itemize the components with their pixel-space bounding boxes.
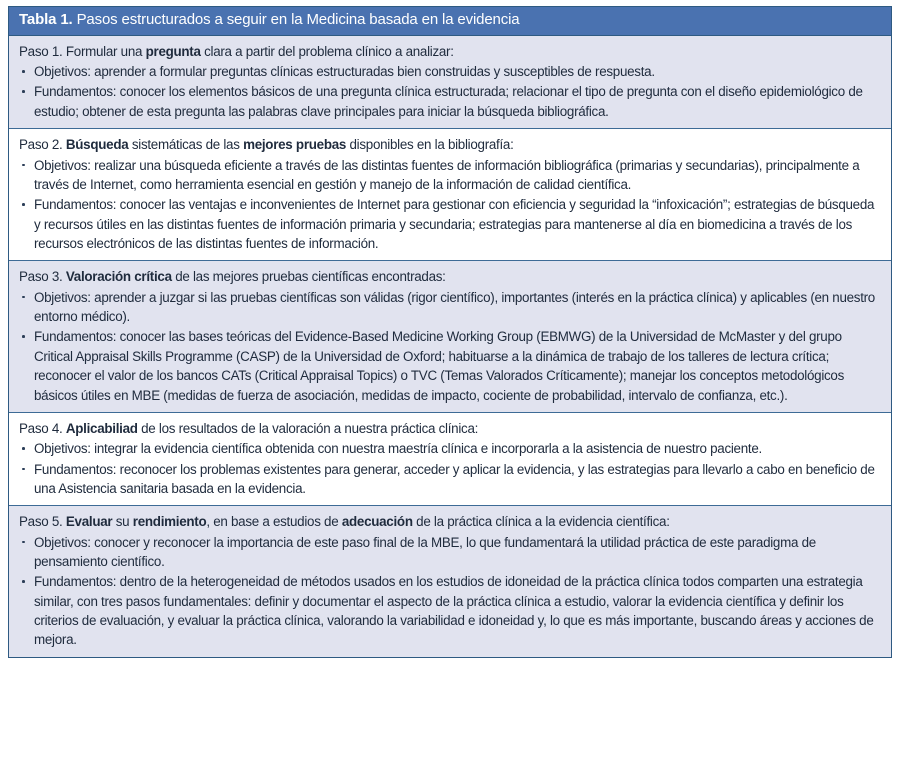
bullet-dot-icon xyxy=(22,335,25,338)
list-item xyxy=(19,327,881,404)
list-item-text: Objetivos: aprender a juzgar si las pruebas científicas son válidas (rigor científico), importantes (interés en la práctica clínica) y aplicables (en nuestro entorno médico). xyxy=(34,289,875,325)
list-item-text: Fundamentos: conocer las ventajas e inconvenientes de Internet para gestionar con eficiencia y seguridad la “infoxicación”; estrategias de búsqueda y recursos útiles en las distintas fuentes de información primaria y secundaria; estrategias para mantenerse al día en biomedicina a través de los recursos electrónicos de las distintas fuentes de información. xyxy=(34,197,875,251)
table-caption-bar xyxy=(8,6,892,36)
list-item xyxy=(19,82,881,121)
list-item xyxy=(19,572,881,649)
steps-table xyxy=(8,36,892,658)
list-item xyxy=(19,195,881,253)
list-item-text: Fundamentos: conocer las bases teóricas del Evidence-Based Medicine Working Group (EBMWG) de la Universidad de McMaster y del grupo Critical Appraisal Skills Programme (CASP) de la Universidad de Oxford; habituarse a la dinámica de trabajo de los talleres de lectura crítica; reconocer el valor de los bancos CATs (Critical Appraisal Topics) o TVC (Temas Valorados Críticamente); manejar los conceptos metodológicos básicos útiles en MBE (medidas de fuerza de asociación, medidas de impacto, cociente de probabilidad, intervalo de confianza, etc.). xyxy=(34,329,845,403)
step-detail-list xyxy=(19,156,881,254)
bullet-dot-icon xyxy=(22,541,25,544)
list-item-text: Objetivos: integrar la evidencia científica obtenida con nuestra maestría clínica e incorporarla a la asistencia de nuestro paciente. xyxy=(34,441,762,457)
step-heading: Paso 3. Valoración crítica de las mejores pruebas científicas encontradas: xyxy=(19,269,446,285)
step-heading: Paso 5. Evaluar su rendimiento, en base a estudios de adecuación de la práctica clínica a la evidencia científica: xyxy=(19,514,670,530)
table-row xyxy=(9,413,891,506)
bullet-dot-icon xyxy=(22,90,25,93)
step-detail-list xyxy=(19,439,881,498)
step-heading: Paso 4. Aplicabiliad de los resultados de la valoración a nuestra práctica clínica: xyxy=(19,420,479,436)
list-item xyxy=(19,62,881,81)
list-item-text: Objetivos: conocer y reconocer la importancia de este paso final de la MBE, lo que fundamentará la utilidad práctica de este paradigma de pensamiento científico. xyxy=(34,534,816,570)
table-row xyxy=(9,261,891,413)
list-item-text: Fundamentos: dentro de la heterogeneidad de métodos usados en los estudios de idoneidad de la práctica clínica todos comparten una estrategia similar, con tres pasos fundamentales: definir y documentar el aspecto de la práctica clínica a estudio, valorar la evidencia científica y definir los criterios de evaluación, y evaluar la práctica clínica, valorando la variabilidad e idoneidad y, lo que es más importante, buscando áreas y acciones de mejora. xyxy=(34,574,874,648)
bullet-dot-icon xyxy=(22,70,25,73)
list-item xyxy=(19,288,881,327)
step-heading: Paso 1. Formular una pregunta clara a partir del problema clínico a analizar: xyxy=(19,43,454,59)
list-item-text: Objetivos: aprender a formular preguntas clínicas estructuradas bien construidas y susceptibles de respuesta. xyxy=(34,64,655,80)
table-row xyxy=(9,506,891,657)
bullet-dot-icon xyxy=(22,164,25,167)
step-detail-list xyxy=(19,288,881,405)
step-heading: Paso 2. Búsqueda sistemáticas de las mejores pruebas disponibles en la bibliografía: xyxy=(19,137,514,153)
list-item-text: Fundamentos: reconocer los problemas existentes para generar, acceder y aplicar la evidencia, y las estrategias para llevarlo a cabo en beneficio de una Asistencia sanitaria basada en la evidencia. xyxy=(34,461,875,496)
list-item xyxy=(19,439,881,458)
table-row xyxy=(9,129,891,261)
list-item xyxy=(19,156,881,195)
bullet-dot-icon xyxy=(22,468,25,471)
step-detail-list xyxy=(19,62,881,121)
table-number-label: Tabla 1. xyxy=(19,11,73,28)
bullet-dot-icon xyxy=(22,580,25,583)
bullet-dot-icon xyxy=(22,447,25,450)
table-title-text: Pasos estructurados a seguir en la Medicina basada en la evidencia xyxy=(76,11,520,28)
bullet-dot-icon xyxy=(22,203,25,206)
list-item xyxy=(19,533,881,572)
step-detail-list xyxy=(19,533,881,650)
bullet-dot-icon xyxy=(22,296,25,299)
table-row xyxy=(9,36,891,129)
list-item xyxy=(19,460,881,499)
list-item-text: Objetivos: realizar una búsqueda eficiente a través de las distintas fuentes de información bibliográfica (primarias y secundarias), principalmente a través de Internet, como herramienta esencial en gestión y manejo de la información de calidad científica. xyxy=(34,157,860,192)
list-item-text: Fundamentos: conocer los elementos básicos de una pregunta clínica estructurada; relacionar el tipo de pregunta con el diseño epidemiológico de estudio; obtener de esta pregunta las palabras clave principales para iniciar la búsqueda bibliográfica. xyxy=(34,84,863,119)
